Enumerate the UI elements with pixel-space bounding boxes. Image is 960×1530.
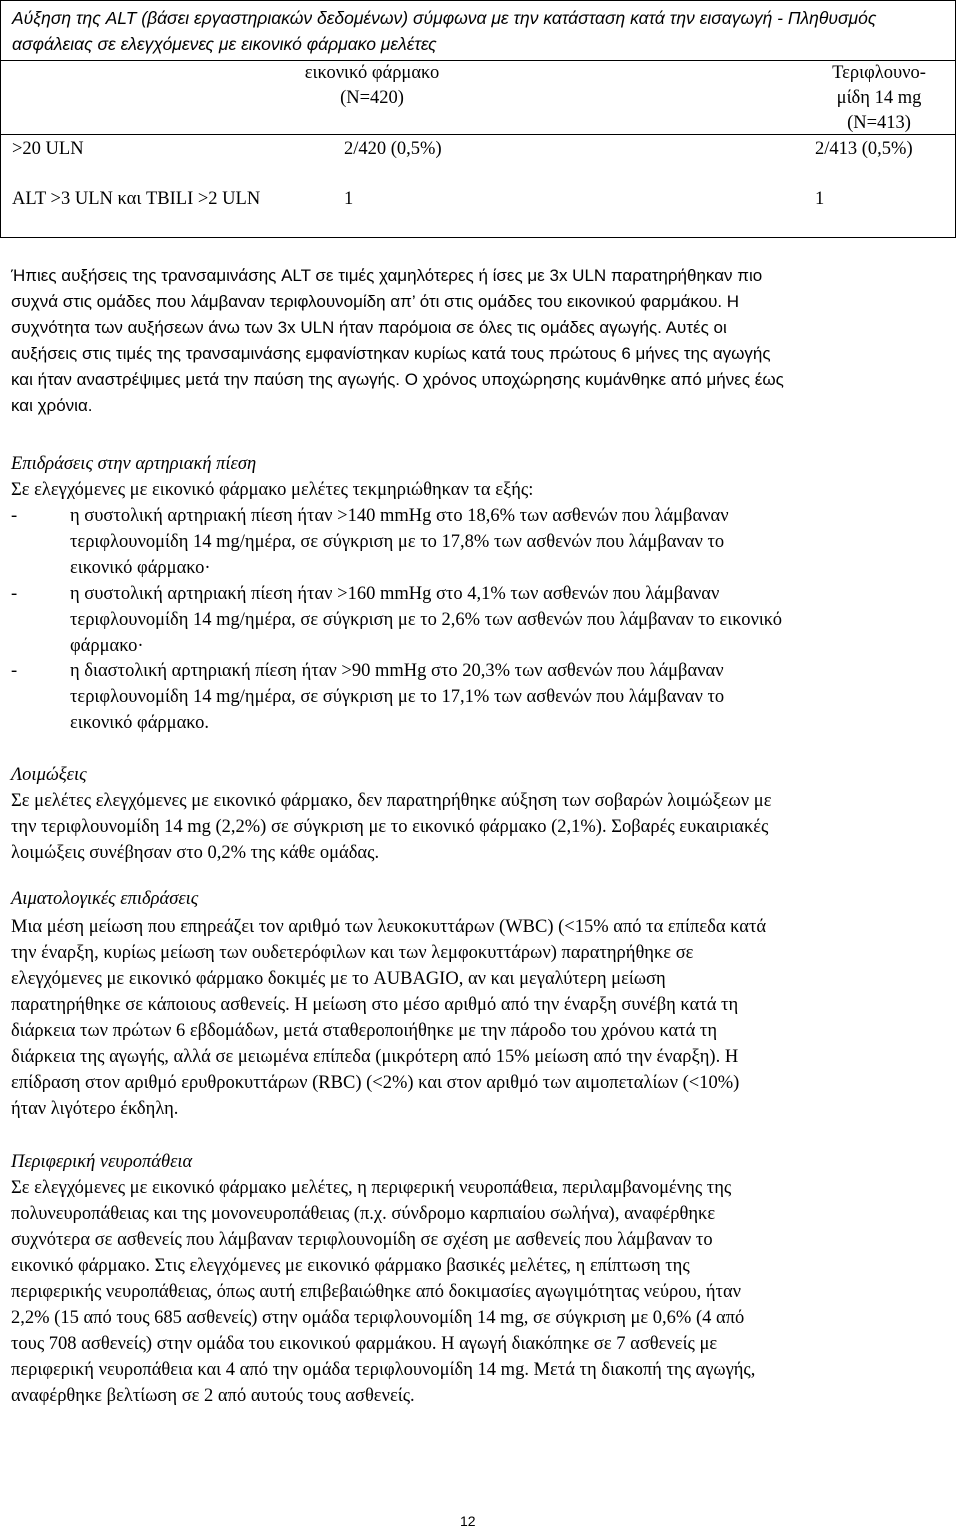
bullet-line: η συστολική αρτηριακή πίεση ήταν >160 mmHg στο 4,1% των ασθενών που λάμβαναν [70, 584, 720, 604]
column-header-teri-line1: Τεριφλουνο- [832, 63, 926, 83]
paragraph-line: περιφερική νευροπάθεια και 4 από την ομάδα τεριφλουνομίδη 14 mg. Μετά τη διακοπή της αγωγής, [11, 1360, 756, 1380]
paragraph-line: Σε μελέτες ελεγχόμενες με εικονικό φάρμακο, δεν παρατηρήθηκε αύξηση των σοβαρών λοιμώξεων με [11, 791, 772, 811]
paragraph-line: ήταν λιγότερο έκδηλη. [11, 1099, 179, 1119]
bullet-line: τεριφλουνομίδη 14 mg/ημέρα, σε σύγκριση με το 2,6% των ασθενών που λάμβαναν το εικονικό [70, 610, 782, 630]
paragraph-line: αυξήσεις στις τιμές της τρανσαμινάσης εμφανίστηκαν κυρίως κατά τους πρώτους 6 μήνες της αγωγής [11, 344, 771, 363]
paragraph-line: διάρκεια της αγωγής, αλλά σε μειωμένα επίπεδα (μικρότερη από 15% μείωση από την έναρξη). Η [11, 1047, 739, 1067]
bullet-line: τεριφλουνομίδη 14 mg/ημέρα, σε σύγκριση με το 17,1% των ασθενών που λάμβαναν το [70, 687, 725, 707]
paragraph-line: επίδραση στον αριθμό ερυθροκυττάρων (RBC) (<2%) και στον αριθμό των αιμοπεταλίων (<10%) [11, 1073, 740, 1093]
paragraph-line: τους 708 ασθενείς) στην ομάδα του εικονικού φαρμάκου. Η αγωγή διακόπηκε σε 7 ασθενείς με [11, 1334, 718, 1354]
table-header-divider [1, 134, 955, 135]
column-header-teriflunomide [809, 61, 949, 136]
bullet-line: εικονικό φάρμακο. [70, 713, 210, 733]
bullet-line: τεριφλουνομίδη 14 mg/ημέρα, σε σύγκριση με το 17,8% των ασθενών που λάμβαναν το [70, 532, 725, 552]
table-row-label: ALT >3 ULN και TBILI >2 ULN [12, 189, 261, 209]
alt-paragraph [11, 263, 946, 419]
paragraph-line: Ήπιες αυξήσεις της τρανσαμινάσης ALT σε τιμές χαμηλότερες ή ίσες με 3x ULN παρατηρήθηκαν πιο [11, 266, 763, 285]
paragraph-line: εικονικό φάρμακο. Στις ελεγχόμενες με εικονικό φάρμακο βασικές μελέτες, η επίπτωση της [11, 1256, 690, 1276]
alt-increase-table [0, 0, 956, 238]
bullet-text [70, 581, 940, 659]
table-cell-placebo: 2/420 (0,5%) [344, 139, 442, 159]
column-header-teri-line2: μίδη 14 mg [836, 88, 922, 108]
paragraph-line: και ήταν αναστρέψιμες μετά την παύση της αγωγής. Ο χρόνος υποχώρησης κυμάνθηκε από μήνες έως [11, 370, 784, 389]
paragraph-line: συχνά στις ομάδες που λάμβαναν τεριφλουνομίδη απ’ ότι στις ομάδες του εικονικού φαρμάκου. Η [11, 292, 740, 311]
paragraph-line: 2,2% (15 από τους 685 ασθενείς) στην ομάδα τεριφλουνομίδη 14 mg, σε σύγκριση με 0,6% (4 από [11, 1308, 745, 1328]
bullet-line: εικονικό φάρμακο· [70, 558, 211, 578]
table-cell-placebo: 1 [344, 189, 354, 209]
bp-intro: Σε ελεγχόμενες με εικονικό φάρμακο μελέτες τεκμηριώθηκαν τα εξής: [11, 480, 534, 500]
paragraph-line: την τεριφλουνομίδη 14 mg (2,2%) σε σύγκριση με το εικονικό φάρμακο (2,1%). Σοβαρές ευκαιριακές [11, 817, 769, 837]
bullet-text [70, 658, 940, 736]
paragraph-line: αναφέρθηκε βελτίωση σε 2 από αυτούς τους ασθενείς. [11, 1386, 415, 1406]
table-cell-teriflunomide: 2/413 (0,5%) [815, 139, 913, 159]
paragraph-line: παρατηρήθηκε σε κάποιους ασθενείς. Η μείωση στο μέσο αριθμό από την έναρξη συνέβη κατά τη [11, 995, 739, 1015]
hematologic-paragraph [11, 914, 946, 1122]
column-header-teri-n: (N=413) [847, 113, 911, 133]
paragraph-line: Μια μέση μείωση που επηρεάζει τον αριθμό των λευκοκυττάρων (WBC) (<15% από τα επίπεδα κατά [11, 917, 767, 937]
paragraph-line: την έναρξη, κυρίως μείωση των ουδετερόφιλων και των λεμφοκυττάρων) παρατηρήθηκε σε [11, 943, 694, 963]
section-heading-hematologic: Αιματολογικές επιδράσεις [11, 889, 199, 909]
paragraph-line: πολυνευροπάθειας και της μονονευροπάθειας (π.χ. σύνδρομο καρπιαίου σωλήνα), αναφέρθηκε [11, 1204, 716, 1224]
section-heading-infections: Λοιμώξεις [11, 765, 87, 785]
paragraph-line: ελεγχόμενες με εικονικό φάρμακο δοκιμές με το AUBAGIO, αν και μεγαλύτερη μείωση [11, 969, 666, 989]
section-heading-neuropathy: Περιφερική νευροπάθεια [11, 1152, 193, 1172]
paragraph-line: λοιμώξεις συνέβησαν στο 0,2% της κάθε ομάδας. [11, 843, 380, 863]
column-header-placebo-n: (N=420) [340, 88, 404, 108]
bullet-marker: - [11, 584, 18, 604]
table-title: Αύξηση της ALT (βάσει εργαστηριακών δεδομένων) σύμφωνα με την κατάσταση κατά την εισαγωγή - Πληθυσμός ασφάλειας σε ελεγχόμενες με εικονικό φάρμακο μελέτες [12, 8, 877, 54]
paragraph-line: συχνότητα των αυξήσεων άνω των 3x ULN ήταν παρόμοια σε όλες τις ομάδες αγωγής. Αυτές οι [11, 318, 727, 337]
neuropathy-paragraph [11, 1175, 946, 1409]
page-number: 12 [460, 1513, 476, 1529]
column-header-placebo [292, 61, 452, 111]
column-header-placebo-name: εικονικό φάρμακο [304, 63, 440, 83]
paragraph-line: Σε ελεγχόμενες με εικονικό φάρμακο μελέτες, η περιφερική νευροπάθεια, περιλαμβανομένης της [11, 1178, 732, 1198]
section-heading-blood-pressure: Επιδράσεις στην αρτηριακή πίεση [11, 454, 257, 474]
table-row-label: >20 ULN [12, 139, 84, 159]
paragraph-line: συχνότερα σε ασθενείς που λάμβαναν τεριφλουνομίδη σε σχέση με ασθενείς που λάμβαναν το [11, 1230, 713, 1250]
paragraph-line: περιφερικής νευροπάθειας, όπως αυτή επιβεβαιώθηκε από δοκιμασίες αγωγιμότητας νεύρου, ήταν [11, 1282, 742, 1302]
bullet-line: φάρμακο· [70, 636, 144, 656]
paragraph-line: διάρκεια των πρώτων 6 εβδομάδων, μετά σταθεροποιήθηκε με την πάροδο του χρόνου κατά τη [11, 1021, 718, 1041]
paragraph-line: και χρόνια. [11, 396, 93, 415]
bullet-marker: - [11, 661, 18, 681]
bullet-line: η συστολική αρτηριακή πίεση ήταν >140 mmHg στο 18,6% των ασθενών που λάμβαναν [70, 506, 729, 526]
bullet-line: η διαστολική αρτηριακή πίεση ήταν >90 mmHg στο 20,3% των ασθενών που λάμβαναν [70, 661, 724, 681]
table-cell-teriflunomide: 1 [815, 189, 825, 209]
bullet-marker: - [11, 506, 18, 526]
bullet-text [70, 503, 940, 581]
infections-paragraph [11, 788, 946, 866]
